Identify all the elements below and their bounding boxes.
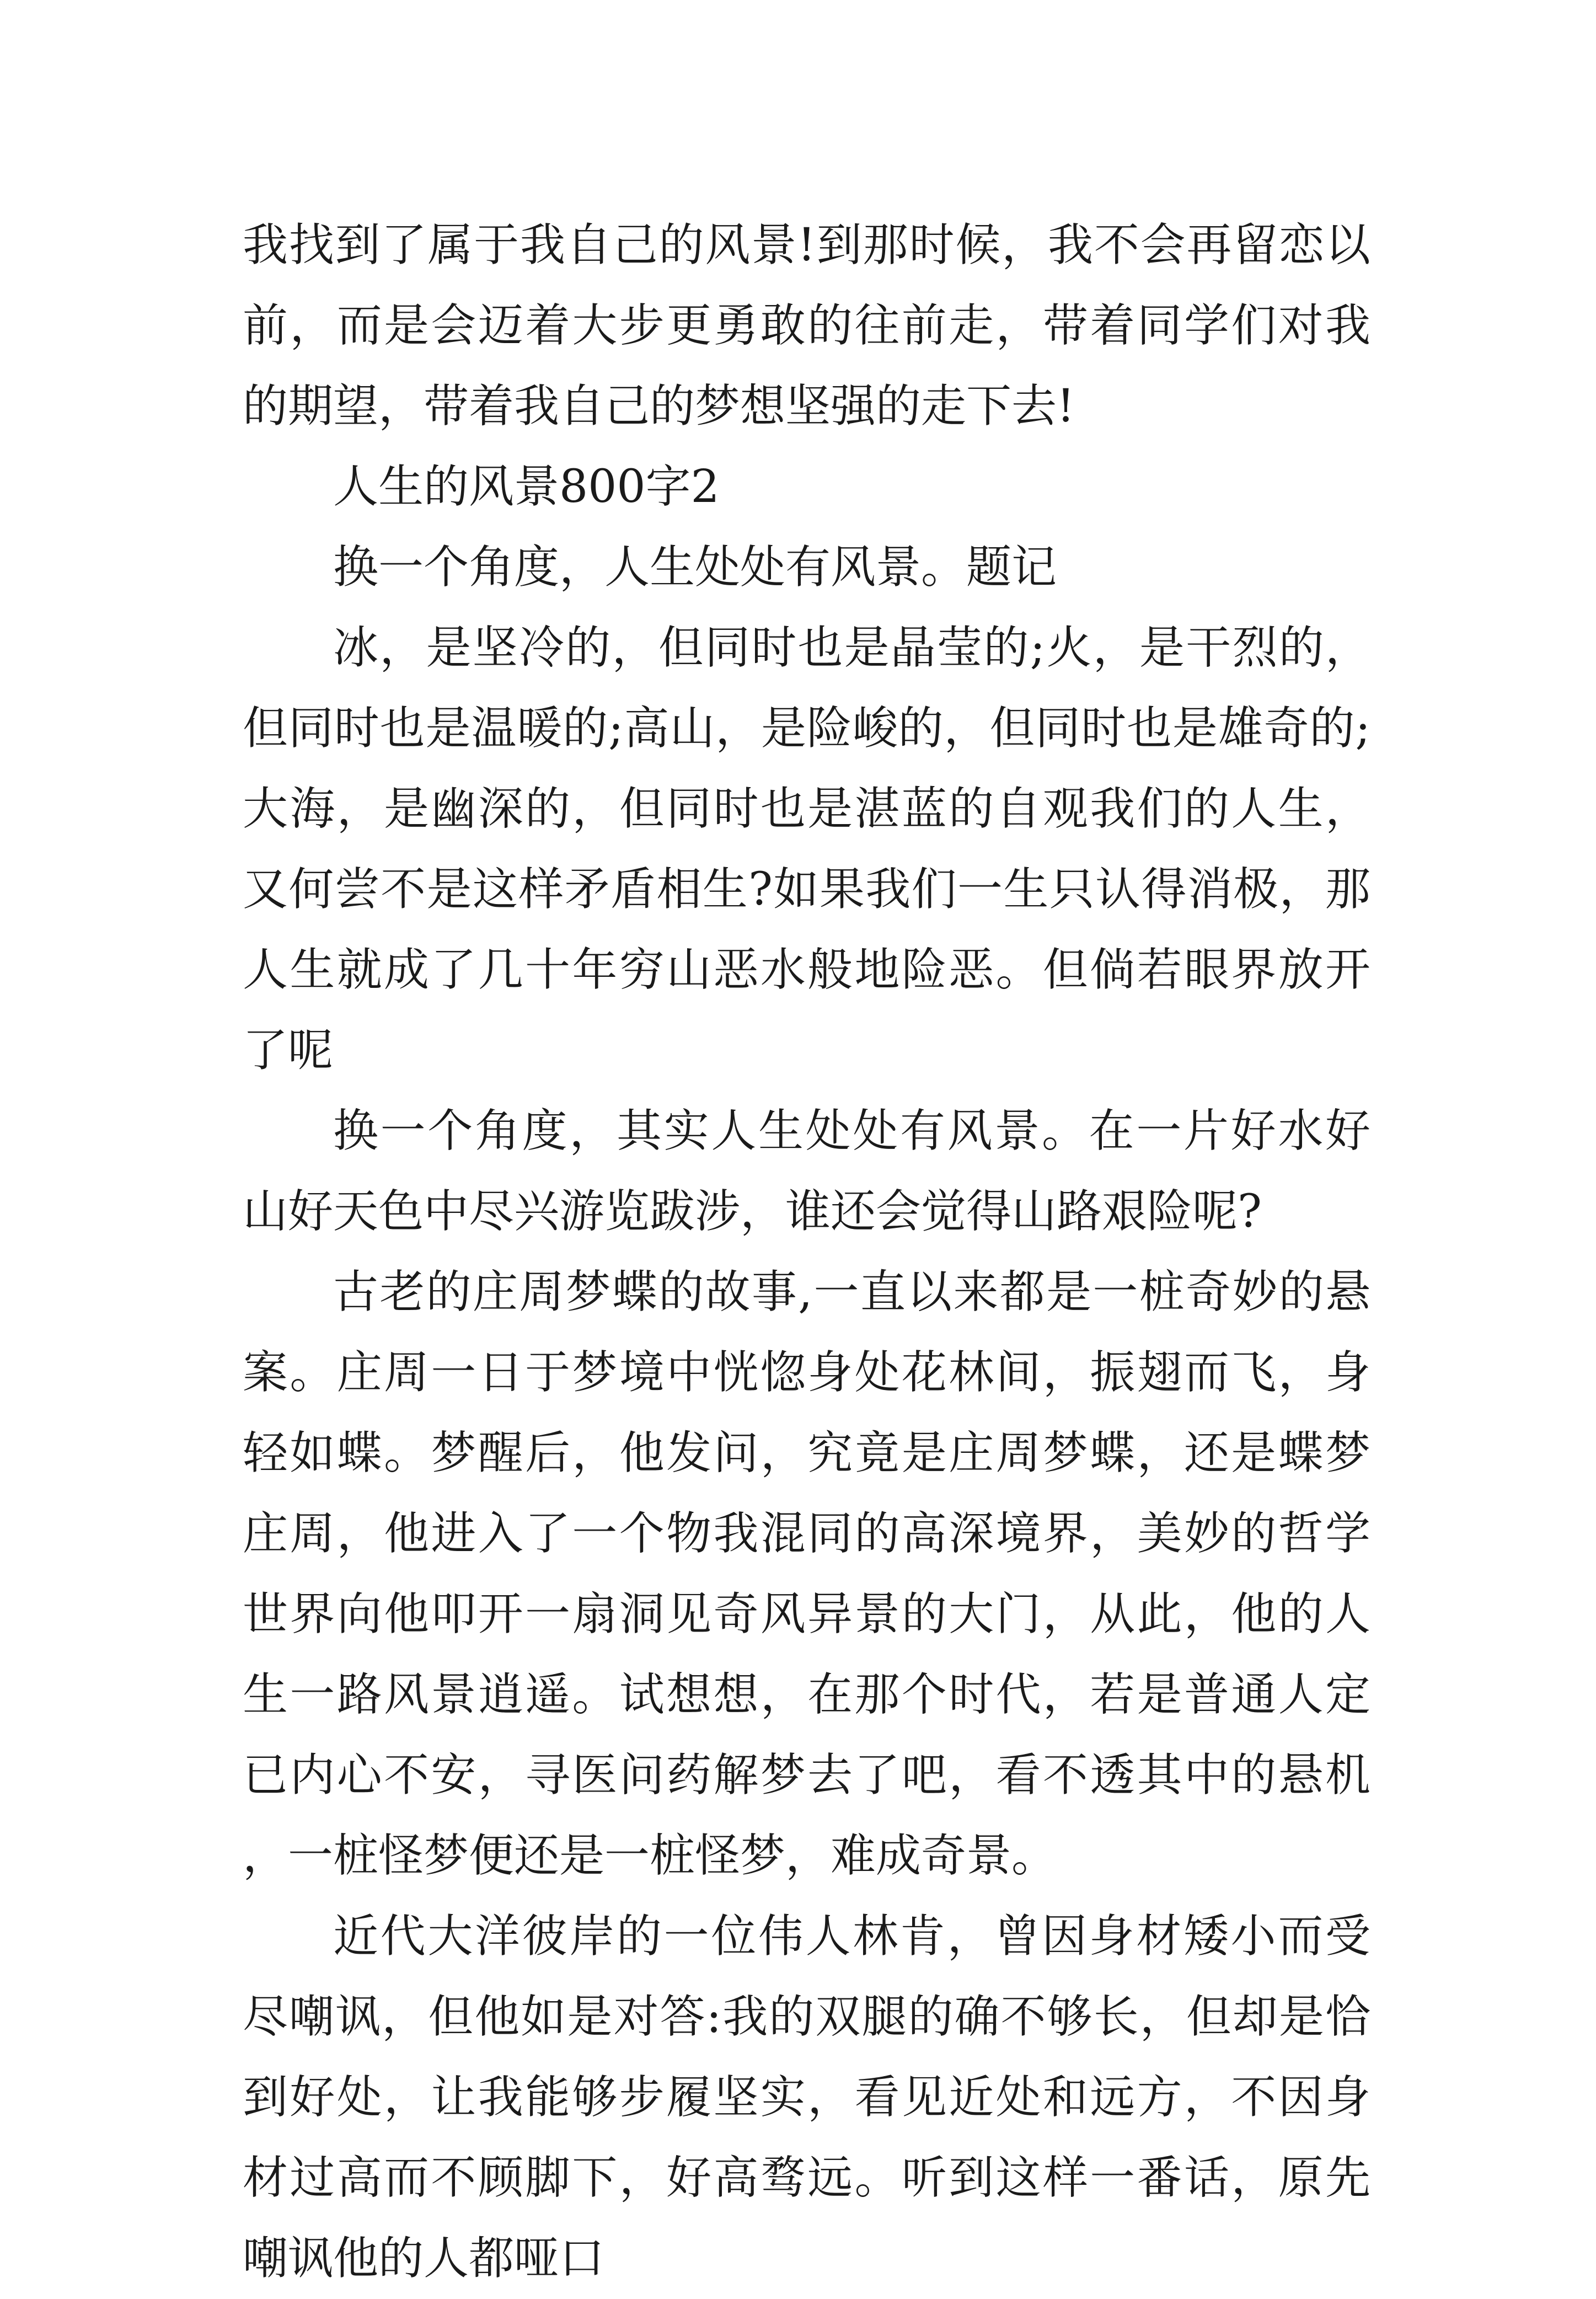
section-heading: 人生的风景800字2 — [333, 461, 720, 513]
paragraph: 近代大洋彼岸的一位伟人林肯，曾因身材矮小而受尽嘲讽，但他如是对答:我的双腿的确不够长，但却是恰到好处，让我能够步履坚实，看见近处和远方，不因身材过高而不顾脚下，好高骛远。听到这样一番话，原先嘲讽他的人都哑口 — [243, 1910, 1370, 2285]
paragraph: 换一个角度，其实人生处处有风景。在一片好水好山好天色中尽兴游览跋涉，谁还会觉得山路艰险呢? — [243, 1105, 1370, 1238]
document-body — [243, 205, 1370, 2299]
paragraph: 古老的庄周梦蝶的故事,一直以来都是一桩奇妙的悬案。庄周一日于梦境中恍惚身处花林间，振翅而飞，身轻如蝶。梦醒后，他发问，究竟是庄周梦蝶，还是蝶梦庄周，他进入了一个物我混同的高深境界，美妙的哲学世界向他叩开一扇洞见奇风异景的大门，从此，他的人生一路风景逍遥。试想想，在那个时代，若是普通人定已内心不安，寻医问药解梦去了吧，看不透其中的悬机，一桩怪梦便还是一桩怪梦，难成奇景。 — [243, 1266, 1370, 1882]
paragraph: 冰，是坚冷的，但同时也是晶莹的;火，是干烈的，但同时也是温暖的;高山，是险峻的，但同时也是雄奇的;大海，是幽深的，但同时也是湛蓝的自观我们的人生，又何尝不是这样矛盾相生?如果我们一生只认得消极，那人生就成了几十年穷山恶水般地险恶。但倘若眼界放开了呢 — [243, 622, 1370, 1077]
paragraph: 我找到了属于我自己的风景!到那时候，我不会再留恋以前，而是会迈着大步更勇敢的往前走，带着同学们对我的期望，带着我自己的梦想坚强的走下去! — [243, 219, 1370, 432]
epigraph: 换一个角度，人生处处有风景。题记 — [333, 541, 1057, 594]
